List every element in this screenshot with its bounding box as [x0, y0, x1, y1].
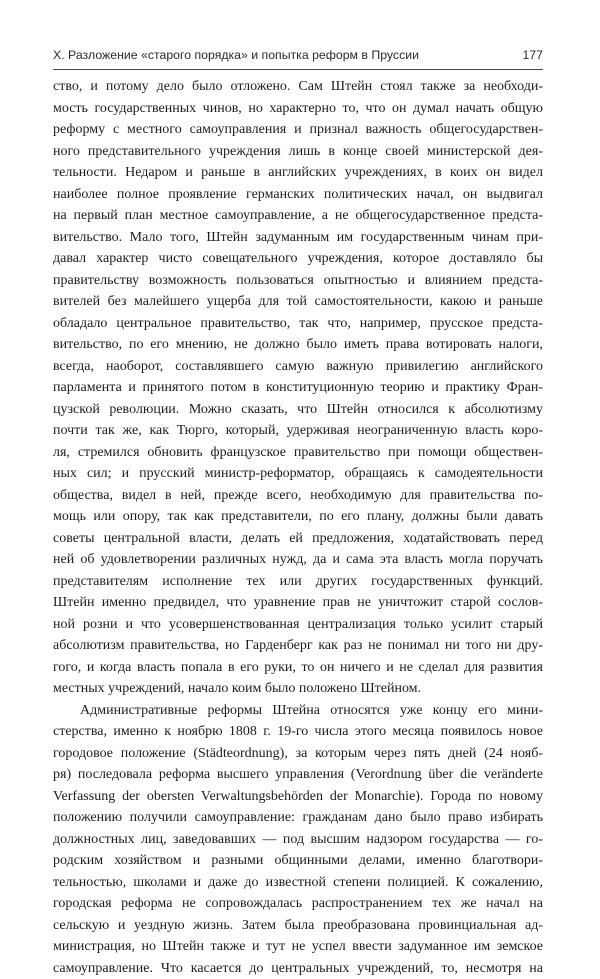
paragraph [53, 700, 543, 979]
text-line: мость государственных чинов, но характерно то, что он думал начать общую [53, 98, 543, 120]
page-number: 177 [522, 48, 543, 62]
text-line: сельскую и уездную жизнь. Затем была преобразована провинциальная ад- [53, 915, 543, 937]
text-line: ной розни и что усовершенствованная централизация только усилит старый [53, 614, 543, 636]
text-line: ря) последовала реформа высшего управления (Verordnung über die veränderte [53, 764, 543, 786]
text-line: стерства, именно к ноябрю 1808 г. 19-го числа этого месяца появилось новое [53, 721, 543, 743]
text-line: тельности. Недаром и раньше в английских учреждениях, в коих он видел [53, 162, 543, 184]
paragraph [53, 76, 543, 700]
header-rule [53, 69, 543, 70]
text-line: ных сил; и прусский министр-реформатор, обращаясь к самодеятельности [53, 463, 543, 485]
chapter-title: X. Разложение «старого порядка» и попытка реформ в Пруссии [53, 48, 419, 62]
text-line: ней об удовлетворении различных нужд, да и сама эта власть могла поручать [53, 549, 543, 571]
running-header [53, 48, 543, 68]
text-line: Штейн именно предвидел, что уравнение прав не уничтожит старой сослов- [53, 592, 543, 614]
text-line: городская реформа не сопровождалась распространением тех же начал на [53, 893, 543, 915]
text-line: представителям исполнение тех или других государственных функций. [53, 571, 543, 593]
text-line: советы центральной власти, делать ей предложения, ходатайствовать перед [53, 528, 543, 550]
text-line: местных учреждений, начало коим было положено Штейном. [53, 678, 543, 700]
text-line: правительству возможность пользоваться опытностью и влиянием предста- [53, 270, 543, 292]
text-line: на первый план местное самоуправление, а не общегосударственное предста- [53, 205, 543, 227]
text-line: общества, видел в ней, прежде всего, необходимую для правительства по- [53, 485, 543, 507]
text-line: министрация, но Штейн также и тут не успел ввести задуманное им земское [53, 936, 543, 958]
text-line: почти так же, как Тюрго, который, удерживая неограниченную власть коро- [53, 420, 543, 442]
text-line: ля, стремился обновить французское правительство при помощи обществен- [53, 442, 543, 464]
text-line: вительство. Мало того, Штейн задуманным им государственным чинам при- [53, 227, 543, 249]
text-line: Административные реформы Штейна относятся уже концу его мини- [53, 700, 543, 722]
text-line: реформу с местного самоуправления и признал важность общегосударствен- [53, 119, 543, 141]
text-line: всегда, наоборот, составлявшего самую важную привилегию английского [53, 356, 543, 378]
text-line: родским хозяйством и разными общинными делами, именно благотвори- [53, 850, 543, 872]
text-line: самоуправление. Что касается до центральных учреждений, то, несмотря на [53, 958, 543, 979]
text-line: Verfassung der obersten Verwaltungsbehörden der Monarchie). Города по новому [53, 786, 543, 808]
text-line: тельностью, школами и даже до известной степени полицией. К сожалению, [53, 872, 543, 894]
text-line: ство, и потому дело было отложено. Сам Штейн стоял также за необходи- [53, 76, 543, 98]
text-line: наиболее полное проявление германских политических начал, он выдвигал [53, 184, 543, 206]
text-line: вителей без малейшего ущерба для той самостоятельности, какою и раньше [53, 291, 543, 313]
text-line: вительство, по его мнению, не должно было иметь права вотировать налоги, [53, 334, 543, 356]
text-line: положению получили самоуправление: гражданам дано было право избирать [53, 807, 543, 829]
text-line: городовое положение (Städteordnung), за которым через пять дней (24 нояб- [53, 743, 543, 765]
text-line: гого, и когда власть попала в его руки, то он ничего и не сделал для развития [53, 657, 543, 679]
text-line: давал характер чисто совещательного учреждения, которое доставляло бы [53, 248, 543, 270]
text-line: должностных лиц, заведовавших — под высшим надзором государства — го- [53, 829, 543, 851]
text-line: обладало центральное правительство, так что, например, прусское предста- [53, 313, 543, 335]
text-line: мощь или опору, так как представители, по его плану, должны были давать [53, 506, 543, 528]
text-line: цузской революции. Можно сказать, что Штейн относился к абсолютизму [53, 399, 543, 421]
text-line: парламента и принятого потом в конституционную теорию и практику Фран- [53, 377, 543, 399]
body-text [53, 76, 543, 979]
text-line: абсолютизм правительства, но Гарденберг как раз не понимал ни того ни дру- [53, 635, 543, 657]
text-line: ного представительного учреждения лишь в конце своей министерской дея- [53, 141, 543, 163]
